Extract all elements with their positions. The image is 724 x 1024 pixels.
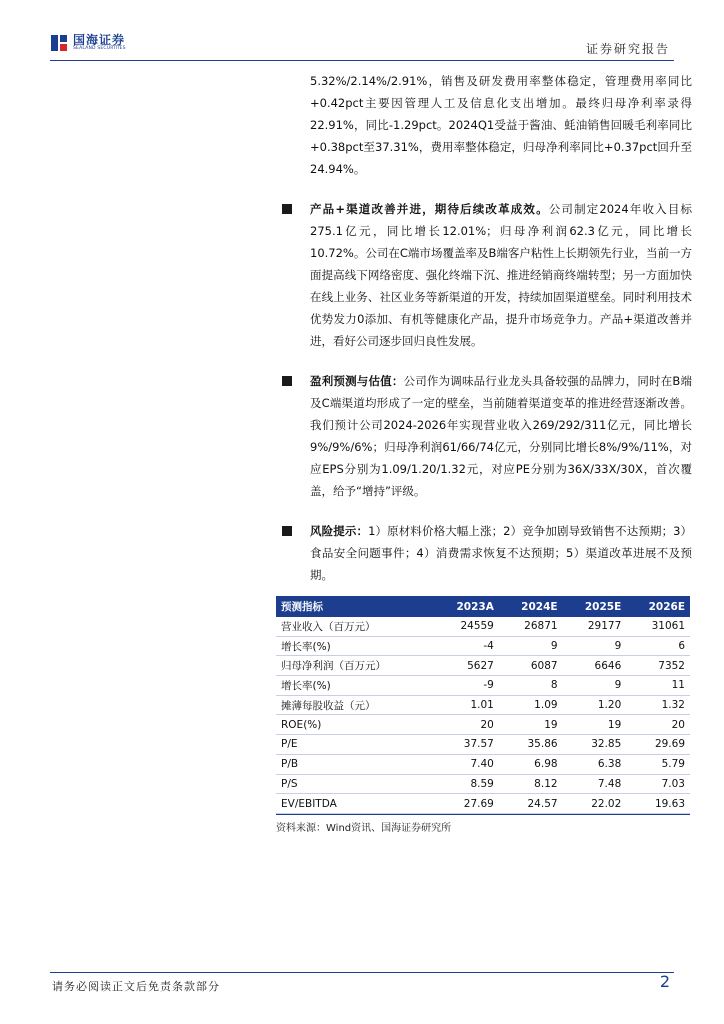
- bullet-lead: 产品+渠道改善并进，期待后续改革成效。: [310, 202, 549, 216]
- logo-mark-icon: [50, 34, 68, 52]
- table-row: [276, 676, 690, 696]
- table-header-cell: 预测指标: [276, 596, 434, 617]
- value-cell: 1.01: [434, 695, 499, 715]
- value-cell: 32.85: [563, 735, 627, 755]
- main-content: [282, 70, 692, 586]
- bullet-text: 公司制定2024年收入目标275.1亿元，同比增长12.01%；归母净利润62.3亿元，同比增长10.72%。公司在C端市场覆盖率及B端客户粘性上长期领先行业，当前一方面提高线下网络密度、强化终端下沉、推进经销商终端转型；另一方面加快在线上业务、社区业务等新渠道的开发，持续加固渠道壁垒。同时利用技术优势发力0添加、有机等健康化产品，提升市场竞争力。产品+渠道改善并进，看好公司逐步回归良性发展。: [310, 202, 693, 348]
- value-cell: 7352: [626, 656, 690, 676]
- page-number: 2: [659, 972, 670, 991]
- table-body: [276, 617, 690, 813]
- square-bullet-icon: [282, 526, 292, 536]
- value-cell: 6646: [563, 656, 627, 676]
- bullet-paragraph: [310, 520, 692, 586]
- table-bottom-divider: [276, 814, 690, 815]
- table-row: [276, 735, 690, 755]
- bullet-section: [282, 520, 692, 586]
- value-cell: 19.63: [626, 794, 690, 814]
- row-label-cell: P/S: [276, 774, 434, 794]
- forecast-table-block: [276, 596, 690, 834]
- table-source-note: 资料来源：Wind资讯、国海证券研究所: [276, 822, 452, 834]
- value-cell: 1.20: [563, 695, 627, 715]
- value-cell: 7.48: [563, 774, 627, 794]
- value-cell: 35.86: [499, 735, 563, 755]
- value-cell: 24.57: [499, 794, 563, 814]
- table-row: [276, 695, 690, 715]
- value-cell: 8.59: [434, 774, 499, 794]
- value-cell: 29.69: [626, 735, 690, 755]
- value-cell: 9: [563, 636, 627, 656]
- footer-disclaimer: 请务必阅读正文后免责条款部分: [52, 980, 220, 993]
- logo-name-en: SEALAND SECURITIES: [73, 46, 126, 52]
- table-row: [276, 754, 690, 774]
- bullet-section: [282, 198, 692, 352]
- table-row: [276, 774, 690, 794]
- value-cell: 6: [626, 636, 690, 656]
- value-cell: -4: [434, 636, 499, 656]
- bullet-section: [282, 370, 692, 502]
- value-cell: 27.69: [434, 794, 499, 814]
- table-header-cell: 2024E: [499, 596, 563, 617]
- bullet-paragraph: [310, 198, 692, 352]
- value-cell: 11: [626, 676, 690, 696]
- company-logo: [50, 32, 126, 54]
- bullet-paragraph: [310, 370, 692, 502]
- table-header-cell: 2025E: [563, 596, 627, 617]
- row-label-cell: 归母净利润（百万元）: [276, 656, 434, 676]
- row-label-cell: EV/EBITDA: [276, 794, 434, 814]
- value-cell: 19: [499, 715, 563, 735]
- page-header: [0, 0, 724, 66]
- row-label-cell: ROE(%): [276, 715, 434, 735]
- row-label-cell: 增长率(%): [276, 636, 434, 656]
- value-cell: 7.40: [434, 754, 499, 774]
- value-cell: 19: [563, 715, 627, 735]
- row-label-cell: 增长率(%): [276, 676, 434, 696]
- value-cell: 5.79: [626, 754, 690, 774]
- value-cell: 31061: [626, 617, 690, 636]
- table-row: [276, 794, 690, 814]
- table-header-cell: 2023A: [434, 596, 499, 617]
- table-row: [276, 617, 690, 636]
- value-cell: 20: [626, 715, 690, 735]
- value-cell: 29177: [563, 617, 627, 636]
- row-label-cell: 营业收入（百万元）: [276, 617, 434, 636]
- table-row: [276, 656, 690, 676]
- value-cell: 6.98: [499, 754, 563, 774]
- report-type-label: 证券研究报告: [585, 42, 670, 56]
- value-cell: 24559: [434, 617, 499, 636]
- row-label-cell: P/B: [276, 754, 434, 774]
- bullet-text: 公司作为调味品行业龙头具备较强的品牌力，同时在B端及C端渠道均形成了一定的壁垒，当前随着渠道变革的推进经营逐渐改善。我们预计公司2024-2026年实现营业收入269/292/311亿元，同比增长9%/9%/6%；归母净利润61/66/74亿元，分别同比增长8%/9%/11%，对应EPS分别为1.09/1.20/1.32元，对应PE分别为36X/33X/30X，首次覆盖，给予“增持”评级。: [310, 374, 692, 498]
- table-row: [276, 636, 690, 656]
- bullet-lead: 盈利预测与估值：: [310, 374, 404, 388]
- value-cell: 37.57: [434, 735, 499, 755]
- value-cell: 6.38: [563, 754, 627, 774]
- footer-divider: [50, 972, 674, 973]
- square-bullet-icon: [282, 204, 292, 214]
- table-header-cell: 2026E: [626, 596, 690, 617]
- value-cell: 1.09: [499, 695, 563, 715]
- value-cell: -9: [434, 676, 499, 696]
- row-label-cell: 摊薄每股收益（元）: [276, 695, 434, 715]
- table-header-row: [276, 596, 690, 617]
- table-row: [276, 715, 690, 735]
- value-cell: 8.12: [499, 774, 563, 794]
- value-cell: 26871: [499, 617, 563, 636]
- value-cell: 9: [499, 636, 563, 656]
- value-cell: 9: [563, 676, 627, 696]
- header-divider: [50, 60, 674, 61]
- bullet-lead: 风险提示：: [310, 524, 369, 538]
- value-cell: 1.32: [626, 695, 690, 715]
- row-label-cell: P/E: [276, 735, 434, 755]
- bullet-text: 1）原材料价格大幅上涨；2）竞争加剧导致销售不达预期；3）食品安全问题事件；4）消费需求恢复不达预期；5）渠道改革进展不及预期。: [310, 524, 692, 582]
- value-cell: 6087: [499, 656, 563, 676]
- forecast-table: [276, 596, 690, 814]
- logo-name-cn: 国海证券: [73, 33, 126, 48]
- intro-paragraph: 5.32%/2.14%/2.91%，销售及研发费用率整体稳定，管理费用率同比+0.42pct主要因管理人工及信息化支出增加。最终归母净利率录得22.91%，同比-1.29pct。2024Q1受益于酱油、蚝油销售回暖毛利率同比+0.38pct至37.31%，费用率整体稳定，归母净利率同比+0.37pct回升至24.94%。: [310, 74, 692, 176]
- square-bullet-icon: [282, 376, 292, 386]
- value-cell: 20: [434, 715, 499, 735]
- value-cell: 7.03: [626, 774, 690, 794]
- value-cell: 8: [499, 676, 563, 696]
- value-cell: 22.02: [563, 794, 627, 814]
- value-cell: 5627: [434, 656, 499, 676]
